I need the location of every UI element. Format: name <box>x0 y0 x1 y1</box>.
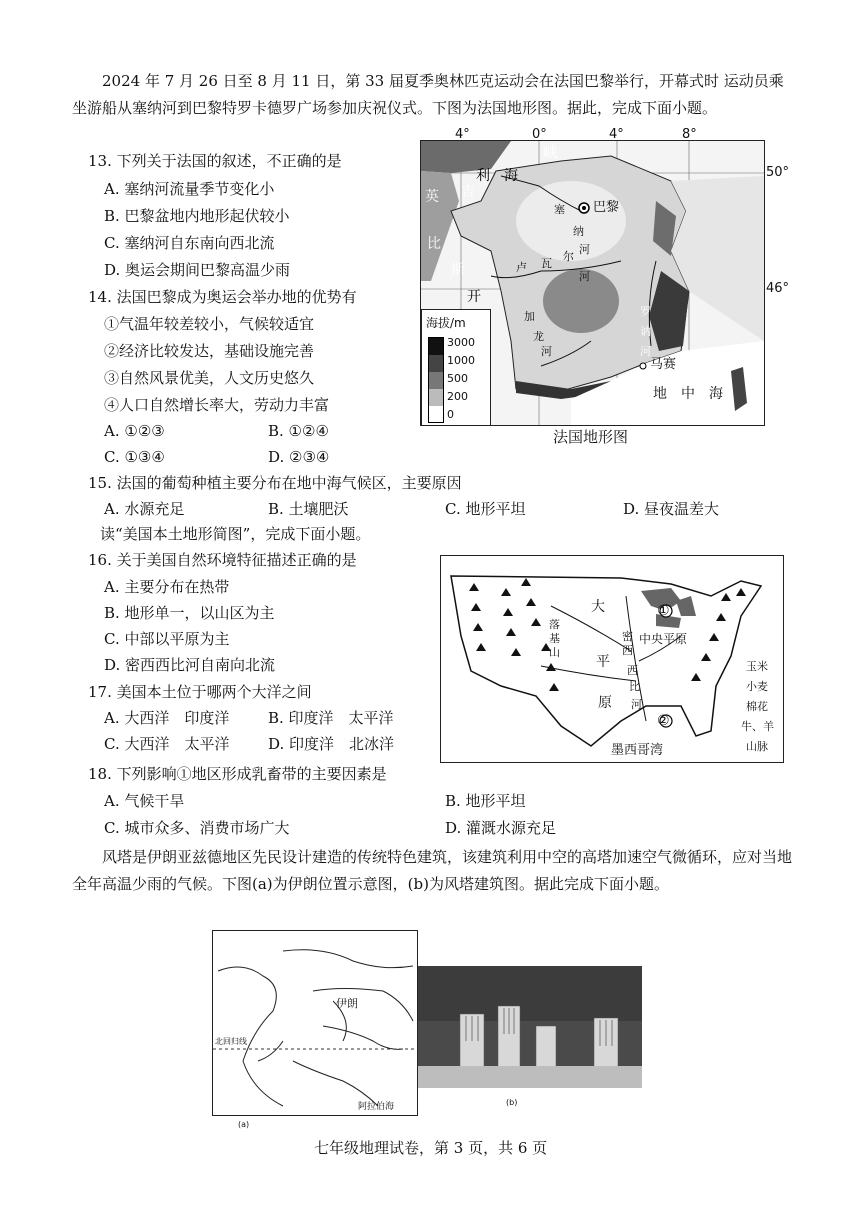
label-channel: 利 海 <box>476 168 518 184</box>
lat-label-46: 46° <box>766 281 790 296</box>
q15-option-a: A. 水源充足 <box>104 500 185 518</box>
q18-option-c: C. 城市众多、消费市场广大 <box>104 819 290 837</box>
legend-value-200: 200 <box>447 390 468 403</box>
q16-option-b: B. 地形单一，以山区为主 <box>104 604 275 622</box>
label-mississippi-5: 河 <box>631 698 642 711</box>
label-rocky-2: 基 <box>549 632 560 645</box>
figure-b-tag: (b) <box>506 1098 518 1107</box>
q14-item-4: ④人口自然增长率大，劳动力丰富 <box>104 396 330 414</box>
question-16-stem: 16. 关于美国自然环境特征描述正确的是 <box>88 551 357 569</box>
label-iran: 伊朗 <box>336 997 358 1010</box>
label-garonne-1: 加 <box>524 310 535 323</box>
label-ping: 平 <box>596 654 610 670</box>
legend-cattle-sheep: 牛、羊 <box>741 720 774 733</box>
label-seine-2: 纳 <box>573 225 584 238</box>
q13-option-c: C. 塞纳河自东南向西北流 <box>104 234 275 252</box>
q16-option-c: C. 中部以平原为主 <box>104 630 230 648</box>
label-seine-3: 河 <box>579 243 590 256</box>
q14-option-a: A. ①②③ <box>104 422 165 440</box>
label-loire-3: 尔 <box>563 250 574 263</box>
label-garonne-3: 河 <box>541 345 552 358</box>
label-loire-4: 河 <box>579 270 590 283</box>
q17-option-a: A. 大西洋 印度洋 <box>104 709 230 727</box>
usa-map-svg <box>441 556 783 762</box>
wind-tower-photo <box>418 966 642 1088</box>
q14-item-3: ③自然风景优美，人文历史悠久 <box>104 369 315 387</box>
label-ying: 英 <box>425 189 439 205</box>
iran-location-map <box>212 930 418 1116</box>
label-bi: 比 <box>427 236 441 252</box>
label-rocky-3: 山 <box>549 646 560 659</box>
label-strait: 峡 <box>543 143 559 161</box>
q13-option-a: A. 塞纳河流量季节变化小 <box>104 180 275 198</box>
label-marseille: 马赛 <box>650 357 677 372</box>
usa-terrain-map <box>440 555 784 763</box>
q14-item-2: ②经济比较发达，基础设施完善 <box>104 342 315 360</box>
question-14-stem: 14. 法国巴黎成为奥运会举办地的优势有 <box>88 288 357 306</box>
label-one: ① <box>657 603 670 619</box>
legend-title: 海拔/m <box>426 316 466 330</box>
wind-tower-svg <box>418 966 642 1088</box>
intro-paragraph-3: 风塔是伊朗亚兹德地区先民设计建造的传统特色建筑，该建筑利用中空的高塔加速空气微循环，应对当地全年高温少雨的气候。下图(a)为伊朗位置示意图，(b)为风塔建筑图。据此完成下面小题。 <box>72 848 793 893</box>
legend-value-1000: 1000 <box>447 354 475 367</box>
label-central-plain: 中央平原 <box>639 632 688 646</box>
label-arabian-sea: 阿拉伯海 <box>358 1102 395 1112</box>
lon-label-0: 0° <box>532 127 547 142</box>
q13-option-b: B. 巴黎盆地内地形起伏较小 <box>104 207 290 225</box>
france-map-caption: 法国地形图 <box>553 428 629 446</box>
label-mississippi-2: 西 <box>622 644 633 657</box>
label-tropic: 北回归线 <box>215 1037 247 1046</box>
q16-option-a: A. 主要分布在热带 <box>104 578 230 596</box>
legend-wheat: 小麦 <box>746 680 768 693</box>
legend-value-500: 500 <box>447 372 468 385</box>
label-yuan: 原 <box>598 695 612 711</box>
question-17-stem: 17. 美国本土位于哪两个大洋之间 <box>88 683 312 701</box>
q18-option-d: D. 灌溉水源充足 <box>445 819 557 837</box>
question-15-stem: 15. 法国的葡萄种植主要分布在地中海气候区，主要原因 <box>88 474 462 492</box>
label-rhone-1: 罗 <box>640 305 651 318</box>
legend-mountain: 山脉 <box>746 740 768 753</box>
label-mississippi-3: 西 <box>627 664 638 677</box>
label-mississippi-1: 密 <box>622 630 633 643</box>
label-paris: 巴黎 <box>593 200 620 215</box>
label-garonne-2: 龙 <box>533 330 544 343</box>
label-loire-1: 卢 <box>516 261 527 274</box>
question-18-stem: 18. 下列影响①地区形成乳畜带的主要因素是 <box>88 765 387 783</box>
lat-label-50: 50° <box>766 165 790 180</box>
label-si: 斯 <box>451 262 465 278</box>
france-terrain-map <box>420 140 765 426</box>
label-mississippi-4: 比 <box>629 680 640 693</box>
q14-option-b: B. ①②④ <box>268 422 329 440</box>
legend-value-0: 0 <box>447 408 454 421</box>
q18-option-b: B. 地形平坦 <box>445 792 526 810</box>
label-da: 大 <box>591 599 605 615</box>
q18-option-a: A. 气候干旱 <box>104 792 185 810</box>
intro-paragraph-2: 读“美国本土地形简图”，完成下面小题。 <box>100 525 371 543</box>
question-13-stem: 13. 下列关于法国的叙述，不正确的是 <box>88 152 342 170</box>
label-loire-2: 瓦 <box>541 257 552 270</box>
q16-option-d: D. 密西西比河自南向北流 <box>104 656 276 674</box>
q17-option-b: B. 印度洋 太平洋 <box>268 709 394 727</box>
q13-option-d: D. 奥运会期间巴黎高温少雨 <box>104 261 291 279</box>
lon-label-4e: 4° <box>609 127 624 142</box>
q14-option-d: D. ②③④ <box>268 448 330 466</box>
label-rhone-2: 讷 <box>640 325 651 338</box>
legend-cotton: 棉花 <box>746 700 768 713</box>
iran-map-svg <box>213 931 417 1115</box>
label-rhone-3: 河 <box>640 345 651 358</box>
label-gulf: 墨西哥湾 <box>611 743 664 758</box>
q17-option-c: C. 大西洋 太平洋 <box>104 735 230 753</box>
legend-color-bar <box>428 337 444 423</box>
elevation-legend <box>421 309 491 426</box>
q14-option-c: C. ①③④ <box>104 448 165 466</box>
q14-item-1: ①气温年较差较小，气候较适宜 <box>104 315 315 333</box>
label-mediterranean: 地 中 海 <box>653 386 723 402</box>
label-two: ② <box>657 713 670 729</box>
label-seine-1: 塞 <box>554 203 565 216</box>
page-footer: 七年级地理试卷，第 3 页，共 6 页 <box>314 1139 548 1157</box>
intro-paragraph-1: 2024 年 7 月 26 日至 8 月 11 日，第 33 届夏季奥林匹克运动会在法国巴黎举行，开幕式时 运动员乘坐游船从塞纳河到巴黎特罗卡德罗广场参加庆祝仪式。下图为法国地形图。据此，完成下面小题。 <box>72 72 784 117</box>
legend-value-3000: 3000 <box>447 336 475 349</box>
label-rocky-1: 落 <box>549 618 560 631</box>
q17-option-d: D. 印度洋 北冰洋 <box>268 735 395 753</box>
label-ji: 吉 <box>461 184 475 200</box>
q15-option-b: B. 土壤肥沃 <box>268 500 349 518</box>
label-kai: 开 <box>467 289 481 305</box>
lon-label-8e: 8° <box>682 127 697 142</box>
q15-option-c: C. 地形平坦 <box>445 500 526 518</box>
q15-option-d: D. 昼夜温差大 <box>623 500 720 518</box>
figure-a-tag: (a) <box>238 1120 250 1129</box>
legend-corn: 玉米 <box>746 660 768 673</box>
lon-label-4w: 4° <box>455 127 470 142</box>
